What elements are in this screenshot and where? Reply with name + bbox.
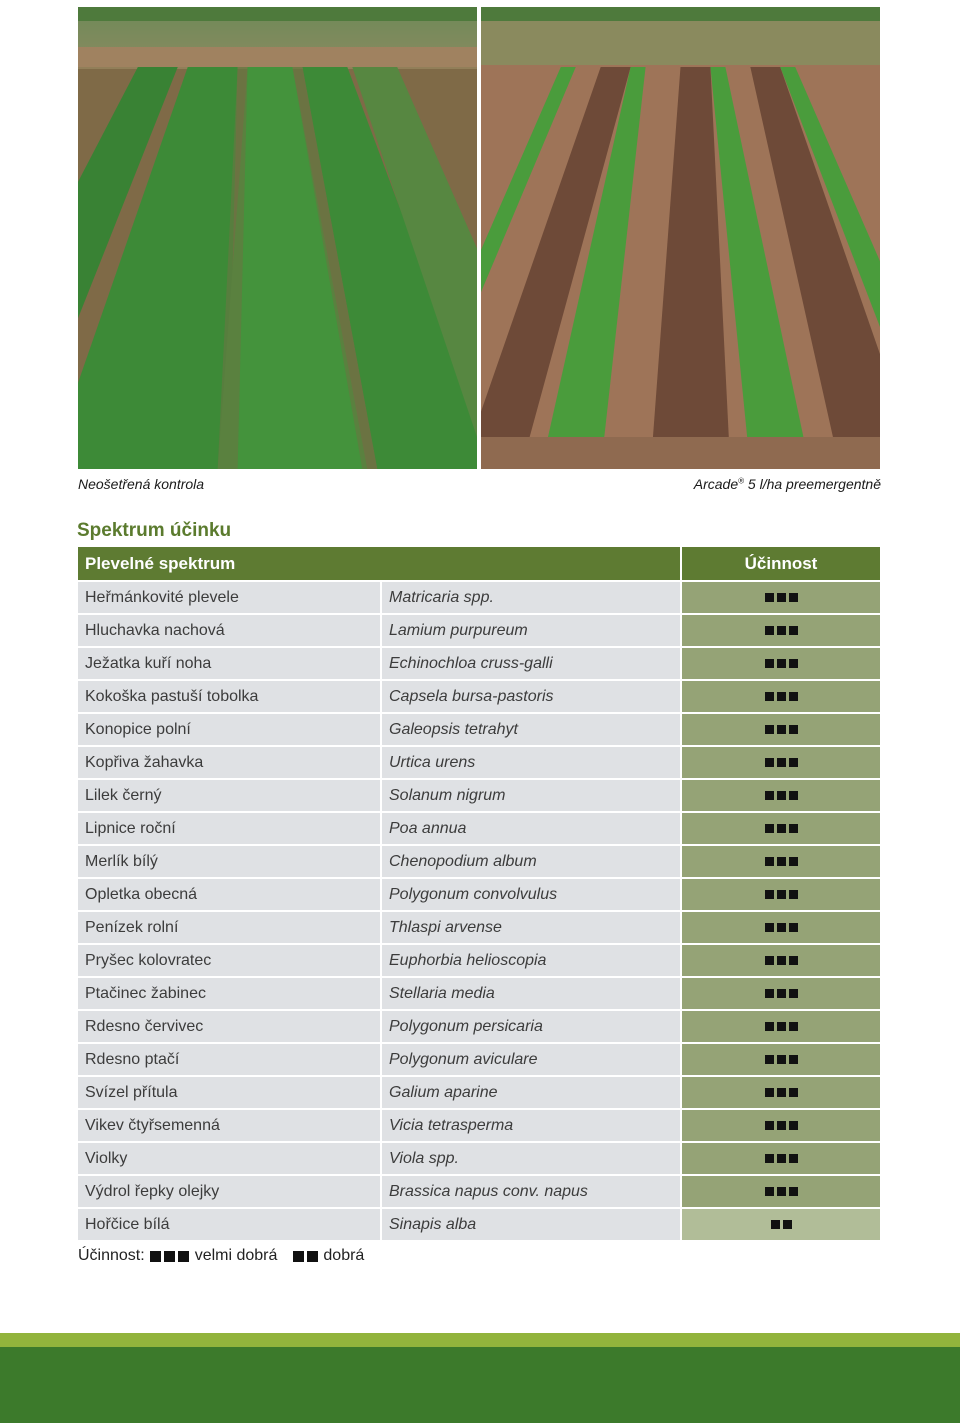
efficacy-rating <box>680 811 880 844</box>
rating-square <box>777 626 786 635</box>
photo-arcade-treated <box>481 7 880 469</box>
efficacy-rating <box>680 646 880 679</box>
rating-square <box>789 1154 798 1163</box>
weed-common-name: Violky <box>78 1141 380 1174</box>
weed-common-name: Opletka obecná <box>78 877 380 910</box>
efficacy-rating <box>680 1141 880 1174</box>
weed-common-name: Vikev čtyřsemenná <box>78 1108 380 1141</box>
efficacy-rating <box>680 910 880 943</box>
rating-square <box>777 956 786 965</box>
rating-square <box>789 692 798 701</box>
table-row <box>78 1075 880 1108</box>
rating-square <box>765 791 774 800</box>
efficacy-rating <box>680 1009 880 1042</box>
rating-square <box>777 857 786 866</box>
weed-latin-name: Sinapis alba <box>380 1207 680 1240</box>
rating-square <box>777 1022 786 1031</box>
weed-latin-name: Galium aparine <box>380 1075 680 1108</box>
rating-square <box>789 1022 798 1031</box>
rating-square <box>789 593 798 602</box>
rating-square <box>777 593 786 602</box>
efficacy-rating <box>680 745 880 778</box>
efficacy-rating <box>680 778 880 811</box>
footer-band-dark <box>0 1347 960 1423</box>
caption-right: Arcade® 5 l/ha preemergentně <box>693 476 881 492</box>
weed-common-name: Penízek rolní <box>78 910 380 943</box>
weed-latin-name: Solanum nigrum <box>380 778 680 811</box>
legend <box>78 1247 364 1265</box>
weed-common-name: Pryšec kolovratec <box>78 943 380 976</box>
weed-latin-name: Capsela bursa-pastoris <box>380 679 680 712</box>
rating-square <box>765 1121 774 1130</box>
rating-square <box>789 725 798 734</box>
rating-square <box>777 725 786 734</box>
weed-latin-name: Euphorbia helioscopia <box>380 943 680 976</box>
weed-common-name: Kokoška pastuší tobolka <box>78 679 380 712</box>
rating-square <box>789 758 798 767</box>
table-row <box>78 910 880 943</box>
registered-mark: ® <box>738 476 745 486</box>
weed-latin-name: Polygonum persicaria <box>380 1009 680 1042</box>
efficacy-rating <box>680 613 880 646</box>
rating-square <box>765 857 774 866</box>
rating-square <box>777 824 786 833</box>
rating-square <box>777 1088 786 1097</box>
efficacy-rating <box>680 1207 880 1240</box>
weed-common-name: Heřmánkovité plevele <box>78 580 380 613</box>
weed-common-name: Rdesno ptačí <box>78 1042 380 1075</box>
weed-common-name: Konopice polní <box>78 712 380 745</box>
table-row <box>78 976 880 1009</box>
rating-square <box>777 791 786 800</box>
table-row <box>78 1009 880 1042</box>
rating-square <box>777 1187 786 1196</box>
rating-square <box>777 659 786 668</box>
legend-label: Účinnost: <box>78 1247 145 1264</box>
rating-square <box>765 626 774 635</box>
legend-good-squares <box>291 1251 319 1262</box>
rating-square <box>765 1055 774 1064</box>
legend-very-good: velmi dobrá <box>194 1247 278 1264</box>
rating-square <box>783 1220 792 1229</box>
weed-latin-name: Thlaspi arvense <box>380 910 680 943</box>
rating-square <box>789 1055 798 1064</box>
weed-latin-name: Brassica napus conv. napus <box>380 1174 680 1207</box>
table-row <box>78 712 880 745</box>
photo-comparison <box>78 7 880 469</box>
rating-square <box>765 1022 774 1031</box>
rating-square <box>765 890 774 899</box>
rating-square <box>789 626 798 635</box>
efficacy-rating <box>680 844 880 877</box>
efficacy-rating <box>680 1174 880 1207</box>
weed-common-name: Hořčice bílá <box>78 1207 380 1240</box>
table-row <box>78 943 880 976</box>
footer-band-light <box>0 1333 960 1347</box>
rating-square <box>765 1088 774 1097</box>
table-body <box>78 580 880 1240</box>
table-row <box>78 679 880 712</box>
efficacy-rating <box>680 712 880 745</box>
weed-common-name: Merlík bílý <box>78 844 380 877</box>
weed-latin-name: Viola spp. <box>380 1141 680 1174</box>
table-row <box>78 1042 880 1075</box>
rating-square <box>765 725 774 734</box>
rating-square <box>765 593 774 602</box>
weed-common-name: Lilek černý <box>78 778 380 811</box>
weed-latin-name: Vicia tetrasperma <box>380 1108 680 1141</box>
table-row <box>78 844 880 877</box>
rating-square <box>765 956 774 965</box>
rating-square <box>789 956 798 965</box>
rating-square <box>777 890 786 899</box>
table-row <box>78 1207 880 1240</box>
efficacy-rating <box>680 976 880 1009</box>
caption-left: Neošetřená kontrola <box>78 476 205 492</box>
table-row <box>78 613 880 646</box>
table-row <box>78 877 880 910</box>
weed-latin-name: Polygonum convolvulus <box>380 877 680 910</box>
rating-square <box>777 1121 786 1130</box>
section-title: Spektrum účinku <box>77 520 232 541</box>
weed-latin-name: Urtica urens <box>380 745 680 778</box>
header-weed-spectrum: Plevelné spektrum <box>78 547 680 580</box>
rating-square <box>765 692 774 701</box>
weed-latin-name: Lamium purpureum <box>380 613 680 646</box>
efficacy-rating <box>680 1075 880 1108</box>
rating-square <box>789 659 798 668</box>
weed-latin-name: Poa annua <box>380 811 680 844</box>
table-header-row <box>78 547 880 580</box>
weed-common-name: Ježatka kuří noha <box>78 646 380 679</box>
weed-common-name: Výdrol řepky olejky <box>78 1174 380 1207</box>
table-row <box>78 1108 880 1141</box>
photo-untreated-control <box>78 7 477 469</box>
weed-latin-name: Chenopodium album <box>380 844 680 877</box>
rating-square <box>777 989 786 998</box>
table-row <box>78 580 880 613</box>
table-row <box>78 1174 880 1207</box>
rating-square <box>789 857 798 866</box>
legend-very-good-squares <box>149 1251 191 1262</box>
header-efficacy: Účinnost <box>680 547 880 580</box>
efficacy-rating <box>680 877 880 910</box>
rating-square <box>771 1220 780 1229</box>
photo-captions <box>78 476 881 492</box>
rating-square <box>789 890 798 899</box>
table-row <box>78 745 880 778</box>
efficacy-rating <box>680 1108 880 1141</box>
rating-square <box>765 758 774 767</box>
efficacy-rating <box>680 943 880 976</box>
rating-square <box>777 1154 786 1163</box>
rating-square <box>789 923 798 932</box>
rating-square <box>789 989 798 998</box>
rating-square <box>777 692 786 701</box>
rating-square <box>789 1187 798 1196</box>
weed-common-name: Svízel přítula <box>78 1075 380 1108</box>
weed-latin-name: Matricaria spp. <box>380 580 680 613</box>
rating-square <box>765 923 774 932</box>
weed-common-name: Kopřiva žahavka <box>78 745 380 778</box>
rating-square <box>777 923 786 932</box>
weed-spectrum-table <box>78 547 880 1240</box>
efficacy-rating <box>680 1042 880 1075</box>
rating-square <box>777 758 786 767</box>
table-row <box>78 1141 880 1174</box>
rating-square <box>765 659 774 668</box>
legend-good: dobrá <box>323 1247 365 1264</box>
weed-latin-name: Echinochloa cruss-galli <box>380 646 680 679</box>
weed-common-name: Hluchavka nachová <box>78 613 380 646</box>
rating-square <box>789 791 798 800</box>
rating-square <box>765 824 774 833</box>
rating-square <box>765 1154 774 1163</box>
weed-common-name: Rdesno červivec <box>78 1009 380 1042</box>
efficacy-rating <box>680 679 880 712</box>
weed-common-name: Lipnice roční <box>78 811 380 844</box>
rating-square <box>789 1121 798 1130</box>
weed-latin-name: Polygonum aviculare <box>380 1042 680 1075</box>
table-row <box>78 778 880 811</box>
weed-latin-name: Stellaria media <box>380 976 680 1009</box>
rating-square <box>765 989 774 998</box>
efficacy-rating <box>680 580 880 613</box>
table-row <box>78 811 880 844</box>
rating-square <box>789 1088 798 1097</box>
rating-square <box>777 1055 786 1064</box>
weed-common-name: Ptačinec žabinec <box>78 976 380 1009</box>
weed-latin-name: Galeopsis tetrahyt <box>380 712 680 745</box>
table-row <box>78 646 880 679</box>
rating-square <box>789 824 798 833</box>
rating-square <box>765 1187 774 1196</box>
